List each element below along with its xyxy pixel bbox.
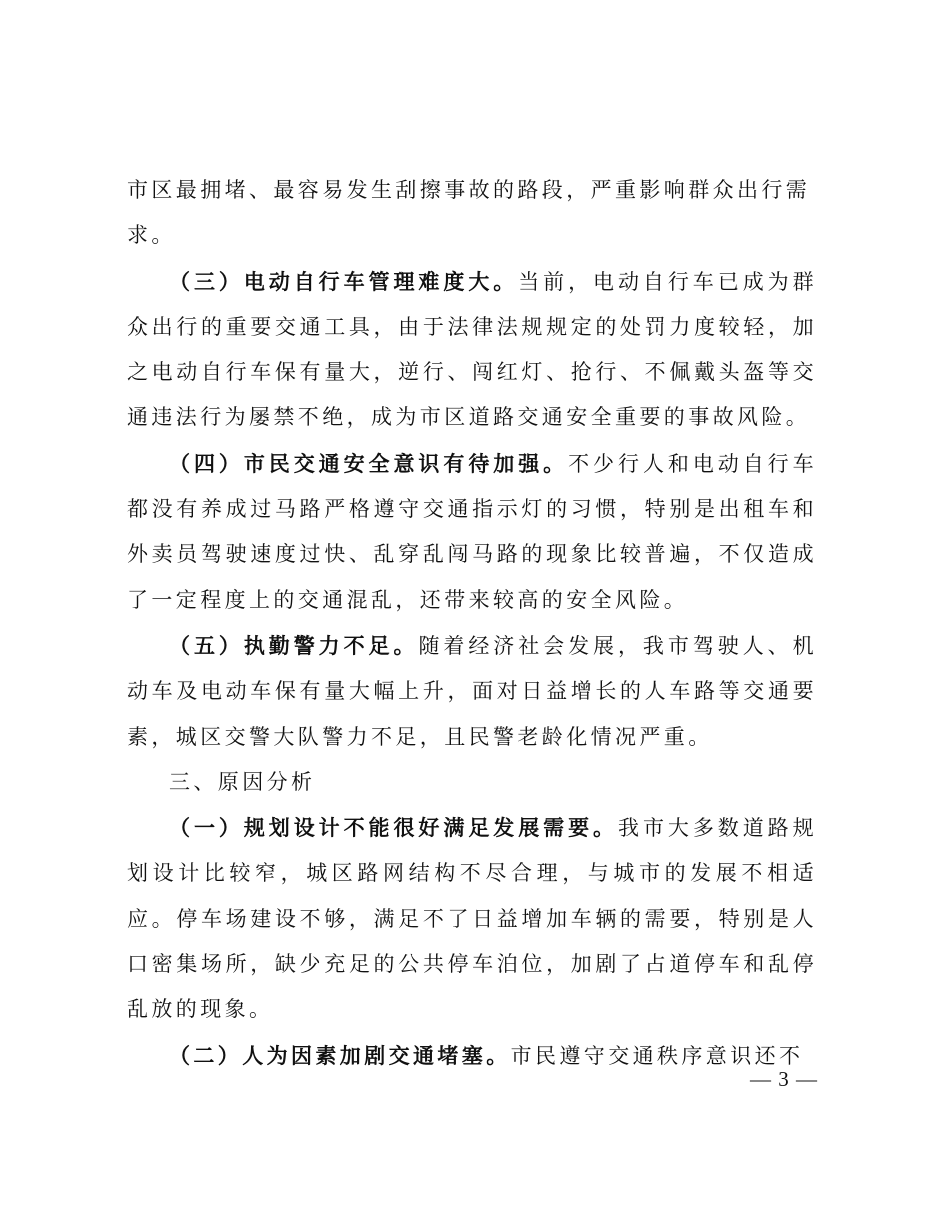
paragraph-text: 随着经济社会发展，我市驾驶人、机动车及电动车保有量大幅上升，面对日益增长的人车路等交通要素，城区交警大队警力不足，且民警老龄化情况严重。: [127, 633, 817, 749]
text-line: 求。: [127, 223, 176, 248]
paragraph-text: 市民遵守交通秩序意识还不: [510, 1043, 804, 1068]
paragraph-text: 不少行人和电动自行车都没有养成过马路严格遵守交通指示灯的习惯，特别是出租车和外卖员驾驶速度过快、乱穿乱闯马路的现象比较普遍，不仅造成了一定程度上的交通混乱，还带来较高的安全风险。: [127, 451, 818, 612]
paragraph-ebike-management: [127, 259, 817, 441]
paragraph-safety-awareness: [127, 441, 817, 623]
paragraph-title: （五）执勤警力不足。: [169, 632, 419, 658]
paragraph-planning-design: [127, 805, 817, 1032]
paragraph-title: （四）市民交通安全意识有待加强。: [169, 450, 569, 476]
paragraph-text: 我市大多数道路规划设计比较窄，城区路网结构不尽合理，与城市的发展不相适应。停车场建设不够，满足不了日益增加车辆的需要，特别是人口密集场所，缺少充足的公共停车泊位，加剧了占道停车和乱停乱放的现象。: [127, 816, 818, 1022]
paragraph-police-force: [127, 623, 817, 760]
body-text: [127, 168, 817, 1079]
page-number: — 3 —: [750, 1067, 818, 1091]
paragraph-title: （一）规划设计不能很好满足发展需要。: [169, 815, 618, 841]
paragraph-human-factors: [127, 1033, 817, 1079]
paragraph-title: （二）人为因素加剧交通堵塞。: [169, 1042, 511, 1068]
paragraph-text: 当前，电动自行车已成为群众出行的重要交通工具，由于法律法规规定的处罚力度较轻，加之电动自行车保有量大，逆行、闯红灯、抢行、不佩戴头盔等交通违法行为屡禁不绝，成为市区道路交通安全重要的事故风险。: [127, 269, 817, 430]
paragraph-title: （三）电动自行车管理难度大。: [169, 268, 519, 294]
section-heading: 三、原因分析: [169, 769, 316, 794]
text-line: 市区最拥堵、最容易发生刮擦事故的路段，严重影响群众出行需: [127, 178, 811, 202]
paragraph-continuation: [127, 168, 817, 259]
